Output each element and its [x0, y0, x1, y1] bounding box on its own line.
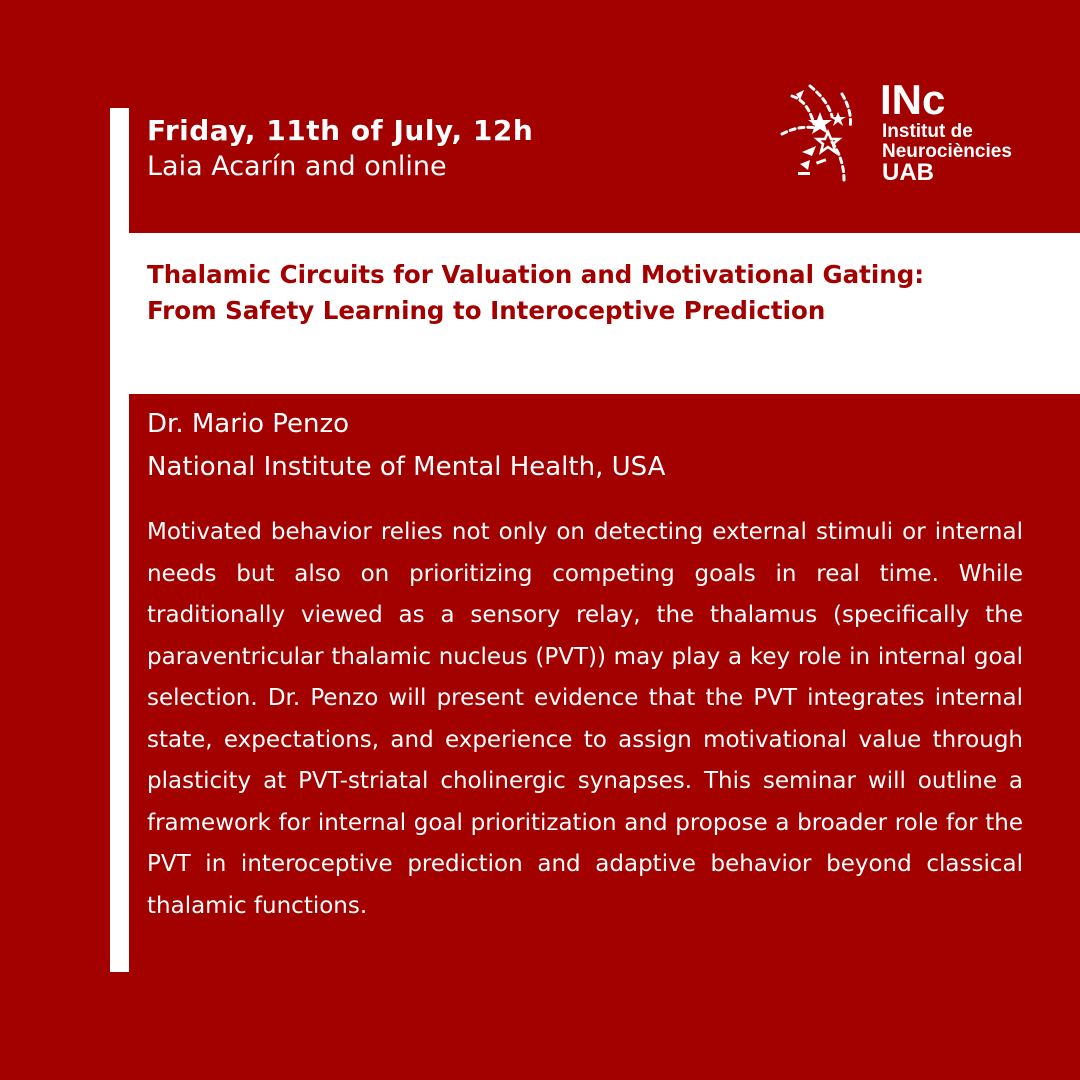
speaker-affiliation: National Institute of Mental Health, USA — [147, 452, 666, 482]
accent-bar — [110, 108, 129, 972]
logo-abbreviation: INc — [880, 76, 946, 123]
title-band — [129, 233, 1080, 394]
talk-title: Thalamic Circuits for Valuation and Motivational Gating: From Safety Learning to Interoceptive Prediction — [147, 260, 925, 325]
logo-line-institut: Institut de — [882, 121, 973, 142]
logo-line-neurociencies: Neurociències — [882, 141, 1012, 162]
institute-logo — [776, 76, 1026, 190]
logo-university: UAB — [882, 159, 934, 186]
speaker-name: Dr. Mario Penzo — [147, 409, 350, 439]
event-date: Friday, 11th of July, 12h — [147, 114, 534, 147]
abstract-text: Motivated behavior relies not only on detecting external stimuli or internal needs but also on prioritizing competing goals in real time. While traditionally viewed as a sensory relay, the thalamus (specifically the paraventricular thalamic nucleus (PVT)) may play a key role in internal goal selection. Dr. Penzo will present evidence that the PVT integrates internal state, expectations, and experience to assign motivational value through plasticity at PVT-striatal cholinergic synapses. This seminar will outline a framework for internal goal prioritization and propose a broader role for the PVT in interoceptive prediction and adaptive behavior beyond classical thalamic functions. — [147, 519, 1023, 919]
event-venue: Laia Acarín and online — [147, 151, 447, 182]
neuron-stars-logo-icon — [776, 80, 880, 184]
